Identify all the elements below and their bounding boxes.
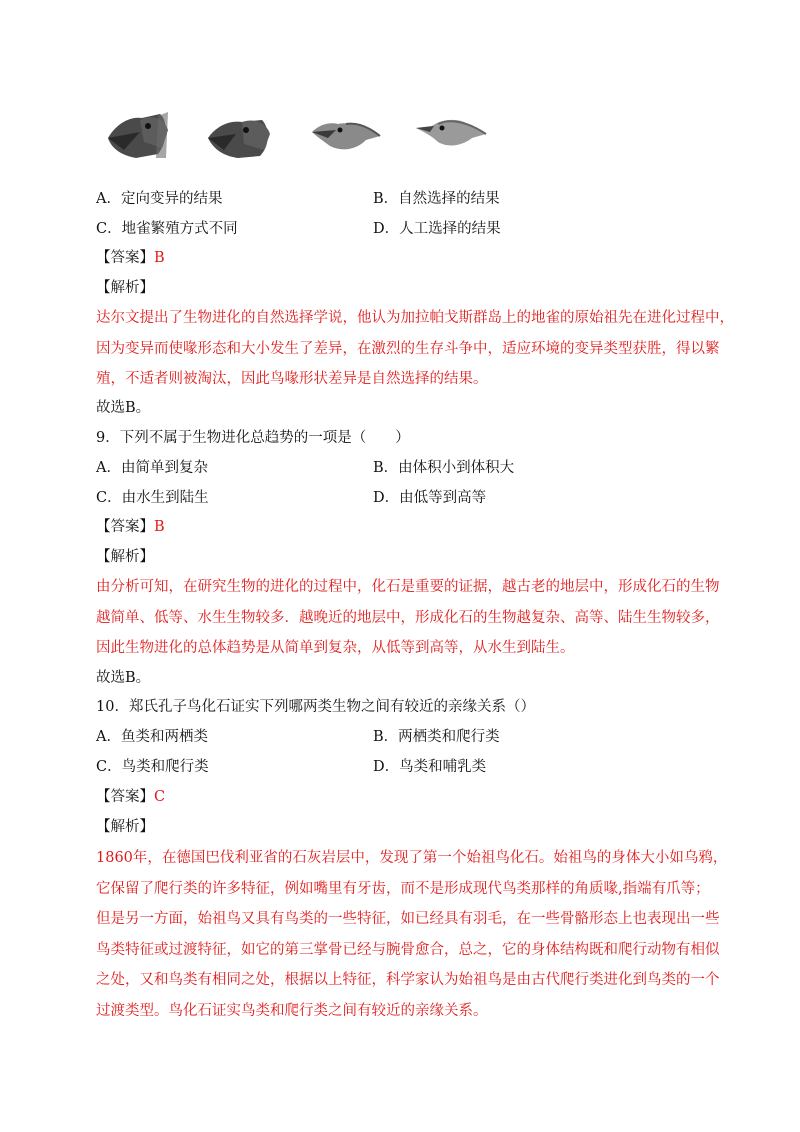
q8-analysis-label: 【解析】 [96, 280, 154, 296]
q10-stem: 10．郑氏孔子鸟化石证实下列哪两类生物之间有较近的亲缘关系（） [96, 699, 535, 715]
finch-head-small-beak [312, 123, 380, 149]
q10-option-d: D．鸟类和哺乳类 [373, 759, 487, 775]
finch-head-thin-beak [416, 120, 486, 146]
finch-head-large-beak [108, 112, 168, 158]
q9-analysis-text [96, 572, 720, 664]
answer-label: 【答案】 [96, 519, 154, 535]
q8-analysis-text [96, 303, 734, 395]
q8-analysis-line: 达尔文提出了生物进化的自然选择学说，他认为加拉帕戈斯群岛上的地雀的原始祖先在进化过程中， [96, 310, 734, 326]
q10-answer [96, 787, 165, 807]
q9-analysis-line: 越简单、低等、水生生物较多．越晚近的地层中，形成化石的生物越复杂、高等、陆生生物较多， [96, 609, 720, 626]
q10-analysis-line: 过渡类型。鸟化石证实鸟类和爬行类之间有较近的亲缘关系。 [96, 1002, 488, 1019]
finch-beaks-illustration [96, 102, 496, 168]
q9-stem: 9．下列不属于生物进化总趋势的一项是（ ） [96, 430, 410, 446]
q10-analysis-label: 【解析】 [96, 819, 154, 835]
q8-conclusion: 故选B。 [96, 400, 151, 416]
q10-analysis-text [96, 843, 728, 1026]
q8-answer [96, 248, 165, 268]
answer-value: B [154, 519, 165, 535]
q10-option-a: A．鱼类和两栖类 [96, 729, 208, 745]
q9-conclusion: 故选B。 [96, 670, 151, 686]
q9-option-b: B．由体积小到体积大 [373, 460, 515, 476]
q9-answer [96, 517, 165, 537]
q10-analysis-line: 但是另一方面，始祖鸟又具有鸟类的一些特征，如已经具有羽毛，在一些骨骼形态上也表现出一些 [96, 911, 720, 927]
q8-option-c: C．地雀繁殖方式不同 [96, 221, 238, 237]
q10-option-b: B．两栖类和爬行类 [373, 729, 500, 745]
answer-value: C [154, 789, 166, 805]
answer-value: B [154, 250, 165, 266]
q8-analysis-line: 因为变异而使喙形态和大小发生了差异，在激烈的生存斗争中，适应环境的变异类型获胜，得以繁 [96, 340, 720, 357]
q10-option-c: C．鸟类和爬行类 [96, 759, 209, 775]
q8-option-a: A．定向变异的结果 [96, 191, 223, 207]
q9-analysis-line: 因此生物进化的总体趋势是从简单到复杂，从低等到高等，从水生到陆生。 [96, 640, 575, 656]
q9-option-d: D．由低等到高等 [373, 490, 487, 506]
q8-option-b: B．自然选择的结果 [373, 191, 500, 207]
q10-analysis-line: 鸟类特征或过渡特征，如它的第三掌骨已经与腕骨愈合，总之，它的身体结构既和爬行动物有相似 [96, 941, 720, 958]
q8-option-d: D．人工选择的结果 [373, 221, 501, 237]
q9-option-c: C．由水生到陆生 [96, 490, 209, 506]
q10-analysis-line: 之处，又和鸟类有相同之处，根据以上特征，科学家认为始祖鸟是由古代爬行类进化到鸟类的一个 [96, 972, 720, 988]
finch-head-medium-beak [208, 120, 270, 158]
q9-analysis-label: 【解析】 [96, 549, 154, 565]
q8-analysis-line: 殖，不适者则被淘汰，因此鸟喙形状差异是自然选择的结果。 [96, 371, 488, 387]
answer-label: 【答案】 [96, 789, 154, 805]
q9-analysis-line: 由分析可知，在研究生物的进化的过程中，化石是重要的证据，越古老的地层中，形成化石的生物 [96, 579, 720, 595]
q10-analysis-line: 1860年，在德国巴伐利亚省的石灰岩层中，发现了第一个始祖鸟化石。始祖鸟的身体大小如乌鸦， [96, 850, 728, 866]
answer-label: 【答案】 [96, 250, 154, 266]
q9-option-a: A．由简单到复杂 [96, 460, 208, 476]
q10-analysis-line: 它保留了爬行类的许多特征，例如嘴里有牙齿，而不是形成现代鸟类那样的角质喙,指端有爪等； [96, 880, 710, 897]
